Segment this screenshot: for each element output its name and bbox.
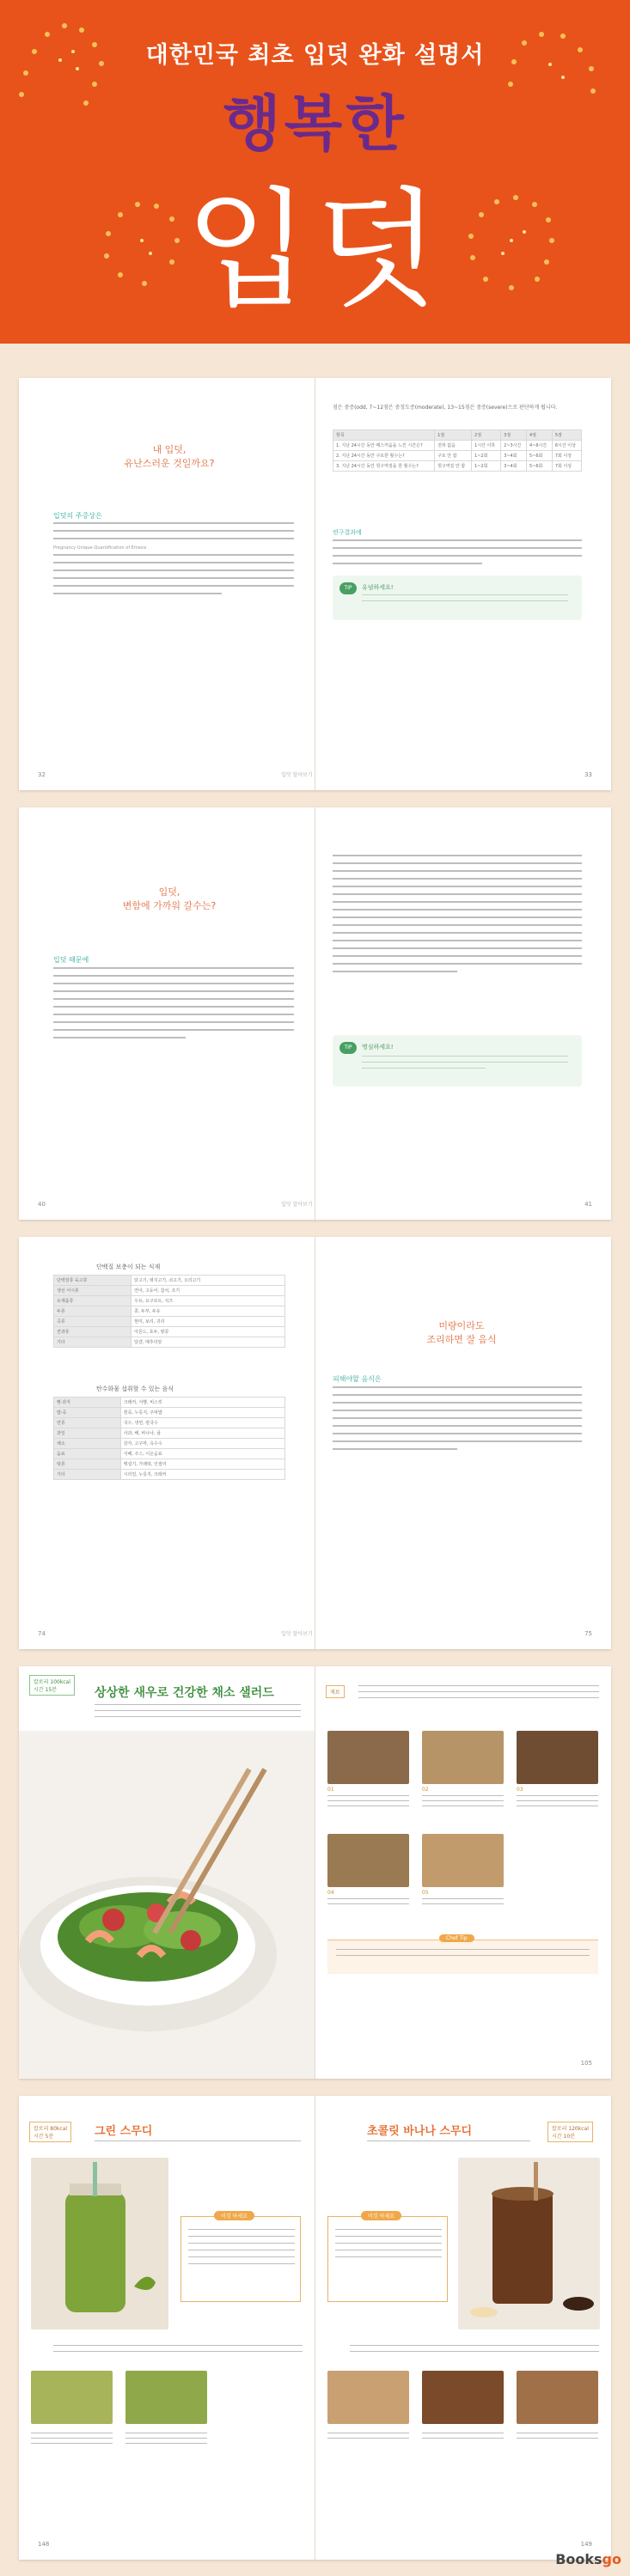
recipe-info — [547, 2122, 593, 2142]
tip-text-lines — [362, 594, 568, 606]
info-line1: 칼로리 80kcal — [34, 2126, 68, 2132]
step-text — [422, 2433, 504, 2443]
table-row — [54, 1449, 285, 1459]
recipe-info — [29, 1675, 75, 1696]
tip-box — [333, 575, 582, 620]
cell: 5~6회 — [527, 451, 553, 461]
body-text-lines — [333, 539, 582, 570]
cell: 7회 이상 — [552, 461, 581, 472]
th-2: 2점 — [472, 430, 501, 441]
step-label: 재료 — [326, 1685, 345, 1698]
table-row — [54, 1398, 285, 1408]
step-text — [125, 2433, 207, 2448]
body-text-lines — [333, 1386, 582, 1456]
step-text — [517, 1795, 598, 1811]
recipe-title: 그린 스무디 — [95, 2125, 153, 2138]
tip-box — [333, 1035, 582, 1087]
pique-term: Pregnancy Unique-Quantification of Emesis — [53, 545, 147, 551]
chef-tip-text — [336, 1949, 590, 1961]
cell: 사과, 배, 바나나, 귤 — [120, 1428, 284, 1439]
note-box — [180, 2216, 301, 2302]
booksgo-logo — [555, 2551, 621, 2567]
table-row — [54, 1418, 285, 1428]
step-number: 02 — [422, 1787, 429, 1793]
info-line2: 시간 10분 — [552, 2134, 575, 2140]
body-text-lines — [53, 967, 294, 1044]
spread-4 — [19, 1666, 611, 2079]
recipe-intro-lines — [95, 1704, 301, 1722]
heading-line1: 입덧, — [158, 886, 180, 898]
cell: 2~3시간 — [501, 441, 527, 451]
cover-banner — [0, 0, 630, 344]
cell: 구토 안 함 — [435, 451, 472, 461]
step-number: 03 — [517, 1787, 523, 1793]
tip-text-lines — [362, 1056, 568, 1074]
cell: 2. 지난 24시간 동안 구토한 횟수는? — [333, 451, 435, 461]
brand-books: Books — [555, 2551, 602, 2567]
page-105 — [315, 1666, 611, 2079]
cell: 6시간 이상 — [552, 441, 581, 451]
cell: 흰죽, 누룽지, 주먹밥 — [120, 1408, 284, 1418]
cell: 1~2회 — [472, 451, 501, 461]
page-number: 148 — [38, 2541, 50, 2548]
cover-subtitle: 대한민국 최초 입덧 완화 설명서 — [145, 42, 485, 69]
step-text — [422, 1795, 504, 1811]
step-text — [327, 1795, 409, 1811]
body-text-lines — [53, 522, 294, 545]
section-heading — [105, 442, 234, 470]
page-40 — [19, 807, 315, 1220]
page-41 — [281, 807, 611, 1220]
recipe-title: 초콜릿 바나나 스무디 — [367, 2125, 473, 2138]
intro-text: 점은 중증(odd, 7~12점은 중정도증(moderate), 13~15점은 중증(severe)으로 판단하게 됩니다. — [333, 405, 558, 411]
cell: 현미, 보리, 귀리 — [132, 1317, 285, 1327]
cell: 3~4회 — [501, 461, 527, 472]
page-number: 33 — [584, 771, 592, 778]
info-line2: 시간 5분 — [34, 2134, 54, 2140]
step-photo — [327, 2371, 409, 2424]
table-row — [333, 451, 582, 461]
note-lines — [335, 2229, 442, 2263]
table-row — [333, 461, 582, 472]
table-row — [54, 1337, 285, 1348]
page-148 — [19, 2096, 315, 2560]
cell: 떡류 — [54, 1459, 121, 1470]
running-head: 입덧 알아보기 — [281, 1631, 313, 1637]
cell: 곡류 — [54, 1317, 132, 1327]
step-photo — [31, 2371, 113, 2424]
cell: 3. 지난 24시간 동안 헛구역질을 한 횟수는? — [333, 461, 435, 472]
table1-title: 단백질 보충이 되는 식재 — [96, 1264, 161, 1270]
cell: 식혜, 주스, 이온음료 — [120, 1449, 284, 1459]
table-row — [54, 1286, 285, 1296]
cell: 두류 — [54, 1306, 132, 1317]
cell: 7회 이상 — [552, 451, 581, 461]
cell: 음료 — [54, 1449, 121, 1459]
step-number: 01 — [327, 1787, 334, 1793]
table-row — [54, 1459, 285, 1470]
table-row — [54, 1296, 285, 1306]
salad-photo — [19, 1731, 315, 2079]
tip-badge: TIP — [339, 1042, 357, 1054]
th-4: 4점 — [527, 430, 553, 441]
cell: 견과류 — [54, 1327, 132, 1337]
step-photo — [125, 2371, 207, 2424]
heading-line1: 내 입덧, — [152, 444, 187, 455]
table-row — [54, 1439, 285, 1449]
cell: 1시간 이하 — [472, 441, 501, 451]
table-row — [54, 1306, 285, 1317]
cell: 채소 — [54, 1439, 121, 1449]
chef-tip-box — [327, 1935, 598, 1974]
cell: 콩, 두부, 두유 — [132, 1306, 285, 1317]
protein-table — [53, 1275, 285, 1348]
cell: 우유, 요구르트, 치즈 — [132, 1296, 285, 1306]
cell: 감자, 고구마, 옥수수 — [120, 1439, 284, 1449]
highlight-text: 입덧의 주증상은 — [53, 512, 102, 520]
spread-3 — [19, 1237, 611, 1649]
cell: 시리얼, 누룽지, 크래커 — [120, 1470, 284, 1480]
highlight-text: 연구결과에 — [333, 529, 362, 536]
page-number: 75 — [584, 1630, 592, 1637]
cell: 1~2회 — [472, 461, 501, 472]
body-text-lines-2 — [53, 554, 294, 600]
page-75 — [281, 1237, 611, 1649]
spread-5 — [19, 2096, 611, 2560]
table-row — [54, 1470, 285, 1480]
step-photo — [422, 2371, 504, 2424]
cell: 4~6시간 — [527, 441, 553, 451]
heading-line2: 유난스러운 것일까요? — [124, 458, 215, 469]
cell: 아몬드, 호두, 땅콩 — [132, 1327, 285, 1337]
page-104 — [19, 1666, 315, 2079]
step-photo — [422, 1731, 504, 1784]
cell: 생선 어시류 — [54, 1286, 132, 1296]
tip-title: 유념하세요! — [362, 584, 394, 591]
step-photo — [517, 1731, 598, 1784]
step-text — [517, 2433, 598, 2443]
highlight-text: 피해야할 음식은 — [333, 1375, 382, 1383]
spread-1 — [19, 378, 611, 790]
cell: 1. 지난 24시간 동안 메스꺼움을 느낀 시간은? — [333, 441, 435, 451]
cell: 5~6회 — [527, 461, 553, 472]
heading-line1: 미량이라도 — [438, 1320, 485, 1331]
note-label: 이것 아세요 — [361, 2211, 401, 2220]
step-number: 04 — [327, 1890, 334, 1896]
recipe-intro-lines — [367, 2141, 530, 2147]
recipe-info — [29, 2122, 71, 2142]
info-line1: 칼로리 100kcal — [34, 1679, 70, 1685]
note-label: 이것 아세요 — [214, 2211, 254, 2220]
recipe-title: 상상한 새우로 건강한 채소 샐러드 — [95, 1686, 274, 1700]
step-photo — [327, 1731, 409, 1784]
page-32 — [19, 378, 315, 790]
ingredients-lines — [358, 1685, 599, 1703]
info-line1: 칼로리 120kcal — [552, 2126, 589, 2132]
ingredients-lines — [350, 2345, 599, 2357]
score-table — [333, 429, 582, 472]
cell: 연어, 고등어, 참치, 조기 — [132, 1286, 285, 1296]
section-heading — [105, 885, 234, 912]
cover-title-line2: 입덧 — [185, 176, 445, 326]
table-row — [54, 1317, 285, 1327]
page-number: 40 — [38, 1201, 46, 1208]
page-149 — [315, 2096, 611, 2560]
cell: 기타 — [54, 1470, 121, 1480]
step-number: 05 — [422, 1890, 429, 1896]
cell: 3~4회 — [501, 451, 527, 461]
table-row — [54, 1276, 285, 1286]
step-text — [327, 2433, 409, 2443]
cell: 유제품류 — [54, 1296, 132, 1306]
carb-table — [53, 1397, 285, 1480]
cell: 국수, 냉면, 칼국수 — [120, 1418, 284, 1428]
info-line2: 시간 15분 — [34, 1687, 57, 1693]
th-3: 3점 — [501, 430, 527, 441]
cell: 빵·과자 — [54, 1398, 121, 1408]
step-text — [422, 1898, 504, 1909]
heading-line2: 조리하면 잘 음식 — [426, 1334, 497, 1345]
page-number: 41 — [584, 1201, 592, 1208]
th-0: 항목 — [333, 430, 435, 441]
chef-tip-label: Chef Tip — [439, 1934, 474, 1942]
cell: 헛구역질 안 함 — [435, 461, 472, 472]
ingredients-lines — [53, 2345, 303, 2357]
cell: 기타 — [54, 1337, 132, 1348]
page-number: 32 — [38, 771, 46, 778]
cell: 과일 — [54, 1428, 121, 1439]
tip-title: 명심하세요! — [362, 1044, 394, 1050]
cell: 전혀 없음 — [435, 441, 472, 451]
chocolate-smoothie-photo — [458, 2158, 600, 2329]
page-number: 105 — [580, 2060, 592, 2067]
highlight-text: 입덧 때문에 — [53, 956, 89, 964]
table-row — [333, 441, 582, 451]
step-text — [31, 2433, 113, 2448]
step-photo — [422, 1834, 504, 1887]
step-photo — [327, 1834, 409, 1887]
page-number: 74 — [38, 1630, 46, 1637]
section-heading — [393, 1318, 530, 1346]
cell: 면류 — [54, 1418, 121, 1428]
body-text-lines — [333, 855, 582, 978]
table2-title: 탄수화물 섭취할 수 있는 음식 — [96, 1385, 174, 1392]
tip-badge: TIP — [339, 582, 357, 594]
cell: 밥·죽 — [54, 1408, 121, 1418]
cell: 단백질류 육고류 — [54, 1276, 132, 1286]
cell: 달걀, 메추리알 — [132, 1337, 285, 1348]
step-text — [327, 1898, 409, 1909]
note-box — [327, 2216, 448, 2302]
running-head: 입덧 알아보기 — [281, 772, 313, 778]
th-5: 5점 — [552, 430, 581, 441]
running-head: 입덧 알아보기 — [281, 1202, 313, 1208]
cover-title-line1: 행복한 — [223, 88, 407, 159]
cell: 크래커, 식빵, 비스킷 — [120, 1398, 284, 1408]
note-lines — [188, 2229, 295, 2270]
cell: 백설기, 가래떡, 인절미 — [120, 1459, 284, 1470]
table-row — [54, 1428, 285, 1439]
green-smoothie-photo — [31, 2158, 168, 2329]
step-photo — [517, 2371, 598, 2424]
table-row — [54, 1327, 285, 1337]
brand-go: go — [602, 2551, 621, 2567]
table-row — [54, 1408, 285, 1418]
page-74 — [19, 1237, 315, 1649]
cell: 닭고기, 돼지고기, 쇠고기, 오리고기 — [132, 1276, 285, 1286]
spread-2 — [19, 807, 611, 1220]
page-number: 149 — [580, 2541, 592, 2548]
heading-line2: 변함에 가까워 갈수는? — [122, 900, 217, 911]
page-33 — [281, 378, 611, 790]
recipe-intro-lines — [95, 2141, 301, 2147]
th-1: 1점 — [435, 430, 472, 441]
